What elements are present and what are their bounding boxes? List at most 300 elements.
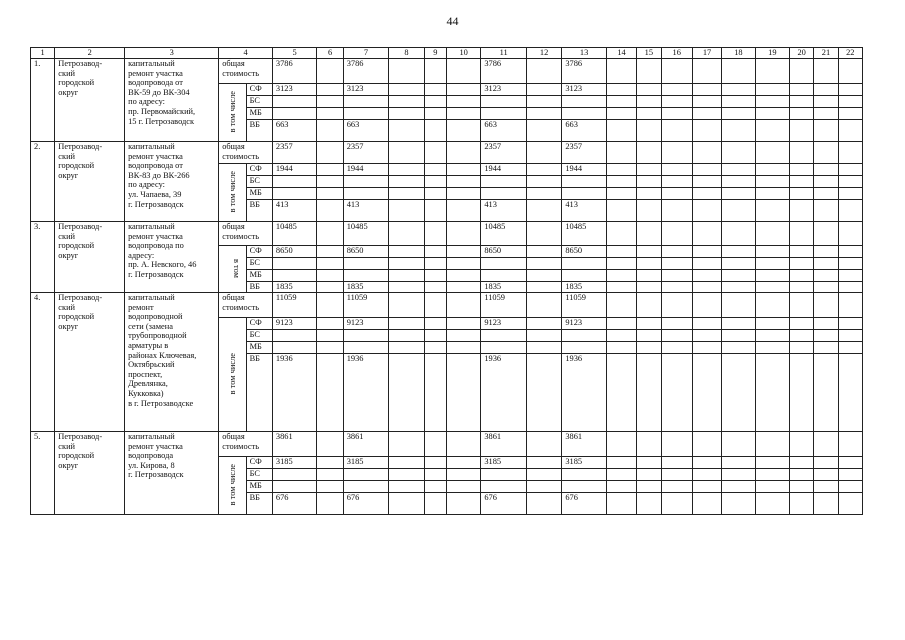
value-cell [814,318,838,330]
value-cell [755,96,789,108]
total-cost-label [219,59,273,84]
value-vb-col5: 1835 [272,282,317,293]
object-line: районах Ключевая, [128,350,197,360]
municipality-line: округ [58,250,79,260]
municipality-line: городской [58,451,95,461]
value-cell [722,246,755,258]
value-cell [446,120,480,142]
value-cell [755,59,789,84]
value-cell [838,342,862,354]
value-cell [526,120,561,142]
value-cell [389,493,424,515]
object-line: ВК-59 до ВК-304 [128,87,190,97]
value-vb-col7: 1936 [343,354,389,432]
value-cell [606,84,636,96]
value-cell [526,222,561,246]
value-cell [389,342,424,354]
value-cell [424,164,446,176]
value-cell [424,246,446,258]
value-total-col11: 3861 [481,432,527,457]
value-cell [661,108,692,120]
value-total-col5: 3786 [272,59,317,84]
table-row [31,293,863,318]
value-cell [790,318,814,330]
value-cell [692,59,721,84]
value-cell [526,188,561,200]
value-cell [637,354,661,432]
value-cell [755,270,789,282]
value-bs-col7 [343,330,389,342]
value-cell [317,222,343,246]
value-cell [661,457,692,469]
table-row [31,59,863,84]
value-cell [446,457,480,469]
value-cell [755,318,789,330]
value-cell [637,222,661,246]
in-that-text: в том числе [227,463,237,505]
object-line: проспект, [128,369,163,379]
object-line: Октябрьский [128,360,175,370]
value-cell [526,457,561,469]
value-cell [526,96,561,108]
value-cell [317,318,343,330]
value-cell [838,481,862,493]
value-vb-col7: 676 [343,493,389,515]
value-cell [526,342,561,354]
object-line: г. Петрозаводск [128,199,184,209]
object-line: 15 г. Петрозаводск [128,116,195,126]
value-cell [389,108,424,120]
value-mb-col5 [272,108,317,120]
header-cell: 2 [55,48,125,59]
header-cell: 14 [606,48,636,59]
value-cell [526,108,561,120]
value-cell [606,330,636,342]
value-total-col13: 3786 [562,59,607,84]
value-cell [790,282,814,293]
value-cell [526,318,561,330]
value-bs-col5 [272,176,317,188]
value-cell [424,200,446,222]
value-bs-col5 [272,258,317,270]
value-cell [755,188,789,200]
source-mb-label: МБ [246,270,272,282]
object-line: водопровода от [128,161,183,171]
value-mb-col5 [272,342,317,354]
municipality-cell [55,222,125,293]
value-cell [722,164,755,176]
object-line: по адресу: [128,180,165,190]
value-cell [661,84,692,96]
municipality-line: городской [58,241,95,251]
value-cell [722,330,755,342]
value-vb-col11: 1835 [481,282,527,293]
page-number: 44 [446,14,459,28]
value-cell [446,59,480,84]
value-cell [838,246,862,258]
value-cell [755,258,789,270]
value-vb-col13: 413 [562,200,607,222]
value-cell [389,246,424,258]
value-cell [606,120,636,142]
value-cell [814,164,838,176]
value-cell [317,142,343,164]
object-line: капитальный [128,222,175,231]
value-cell [424,120,446,142]
value-cell [389,270,424,282]
value-cell [526,469,561,481]
in-that-label [219,318,246,432]
source-bs-label: БС [246,330,272,342]
value-sf-col5: 1944 [272,164,317,176]
value-cell [526,481,561,493]
value-cell [317,481,343,493]
value-vb-col5: 1936 [272,354,317,432]
source-vb-label: ВБ [246,282,272,293]
value-cell [424,84,446,96]
value-cell [446,222,480,246]
value-cell [606,188,636,200]
value-cell [814,457,838,469]
value-cell [692,354,721,432]
value-cell [317,469,343,481]
value-cell [838,330,862,342]
header-row [31,48,863,59]
value-cell [606,200,636,222]
value-cell [838,282,862,293]
value-cell [637,59,661,84]
value-cell [637,318,661,330]
value-cell [692,96,721,108]
value-cell [722,354,755,432]
value-cell [755,354,789,432]
value-cell [661,330,692,342]
value-sf-col13: 9123 [562,318,607,330]
object-cell [125,222,219,293]
value-cell [446,493,480,515]
value-cell [814,84,838,96]
object-line: ул. Чапаева, 39 [128,189,182,199]
value-cell [661,96,692,108]
value-vb-col5: 663 [272,120,317,142]
total-label-line: общая [222,142,245,151]
value-cell [692,432,721,457]
value-cell [389,188,424,200]
value-cell [526,59,561,84]
municipality-line: ский [58,68,76,78]
value-cell [814,142,838,164]
value-cell [838,354,862,432]
value-cell [606,469,636,481]
value-cell [814,432,838,457]
value-cell [526,164,561,176]
value-cell [526,293,561,318]
value-cell [790,164,814,176]
value-cell [526,432,561,457]
value-cell [526,258,561,270]
value-cell [814,246,838,258]
in-that-line: в том [232,258,242,278]
value-cell [389,96,424,108]
value-cell [446,469,480,481]
source-vb-label: ВБ [246,120,272,142]
value-sf-col13: 1944 [562,164,607,176]
total-label-line: стоимость [222,151,260,161]
value-vb-col11: 663 [481,120,527,142]
source-sf-label: СФ [246,318,272,330]
value-vb-col7: 413 [343,200,389,222]
value-cell [755,200,789,222]
value-bs-col13 [562,258,607,270]
value-cell [606,59,636,84]
value-total-col11: 11059 [481,293,527,318]
in-that-text: в том числе [227,170,237,212]
municipality-cell [55,59,125,142]
row-number: 5. [31,432,55,515]
municipality-line: ский [58,302,76,312]
header-cell: 19 [755,48,789,59]
value-cell [606,222,636,246]
value-cell [424,354,446,432]
value-cell [606,493,636,515]
value-cell [692,142,721,164]
value-cell [814,469,838,481]
value-cell [814,59,838,84]
value-cell [790,96,814,108]
value-cell [722,84,755,96]
value-total-col11: 10485 [481,222,527,246]
value-cell [790,330,814,342]
value-total-col7: 10485 [343,222,389,246]
municipality-cell [55,142,125,222]
header-cell: 16 [661,48,692,59]
value-cell [389,282,424,293]
value-cell [606,108,636,120]
value-cell [814,176,838,188]
in-that-line [241,253,246,283]
value-mb-col11 [481,108,527,120]
value-cell [389,432,424,457]
object-line: в г. Петрозаводске [128,398,194,408]
value-mb-col7 [343,481,389,493]
value-sf-col13: 8650 [562,246,607,258]
value-cell [446,293,480,318]
value-sf-col5: 3123 [272,84,317,96]
value-cell [838,120,862,142]
value-cell [755,481,789,493]
value-cell [814,493,838,515]
value-cell [722,318,755,330]
value-cell [637,176,661,188]
value-cell [389,469,424,481]
value-cell [755,246,789,258]
value-cell [790,270,814,282]
value-cell [637,481,661,493]
value-cell [838,142,862,164]
value-total-col13: 3861 [562,432,607,457]
total-label-line: общая [222,293,245,302]
source-mb-label: МБ [246,481,272,493]
total-cost-label [219,222,273,246]
value-cell [661,120,692,142]
value-cell [692,258,721,270]
value-sf-col13: 3185 [562,457,607,469]
value-sf-col5: 8650 [272,246,317,258]
value-cell [755,176,789,188]
object-line: по адресу: [128,97,165,107]
value-sf-col7: 9123 [343,318,389,330]
municipality-line: городской [58,312,95,322]
object-line: арматуры в [128,340,169,350]
value-mb-col13 [562,188,607,200]
value-sf-col5: 9123 [272,318,317,330]
value-cell [722,59,755,84]
value-bs-col11 [481,330,527,342]
source-bs-label: БС [246,96,272,108]
value-cell [692,318,721,330]
value-cell [317,432,343,457]
value-cell [790,246,814,258]
value-total-col5: 3861 [272,432,317,457]
value-cell [389,59,424,84]
value-cell [692,481,721,493]
value-bs-col11 [481,176,527,188]
value-vb-col7: 1835 [343,282,389,293]
value-cell [317,293,343,318]
value-cell [661,432,692,457]
value-cell [446,481,480,493]
object-line: капитальный [128,142,175,151]
value-sf-col7: 3185 [343,457,389,469]
value-cell [692,493,721,515]
value-cell [446,176,480,188]
value-cell [661,493,692,515]
value-cell [790,176,814,188]
value-cell [424,282,446,293]
value-cell [790,293,814,318]
value-cell [661,200,692,222]
value-cell [755,469,789,481]
value-cell [755,432,789,457]
value-cell [424,457,446,469]
value-mb-col11 [481,481,527,493]
in-that-label [219,246,246,293]
object-cell [125,432,219,515]
source-mb-label: МБ [246,188,272,200]
value-cell [692,246,721,258]
municipality-line: ский [58,441,76,451]
in-that-text: в том числе [227,352,237,394]
value-sf-col7: 3123 [343,84,389,96]
object-line: пр. Первомайский, [128,106,196,116]
value-cell [790,342,814,354]
value-vb-col11: 676 [481,493,527,515]
value-cell [637,270,661,282]
value-sf-col7: 8650 [343,246,389,258]
value-bs-col11 [481,96,527,108]
value-cell [692,282,721,293]
value-cell [526,330,561,342]
value-total-col13: 10485 [562,222,607,246]
object-line: ремонт участка [128,441,183,451]
value-bs-col7 [343,96,389,108]
source-vb-label: ВБ [246,200,272,222]
total-label-line: стоимость [222,441,260,451]
value-cell [637,142,661,164]
value-bs-col7 [343,176,389,188]
value-cell [446,258,480,270]
value-cell [446,96,480,108]
value-mb-col7 [343,342,389,354]
value-mb-col7 [343,188,389,200]
value-cell [637,493,661,515]
in-that-text [223,253,241,283]
value-mb-col13 [562,270,607,282]
value-cell [790,258,814,270]
value-cell [692,342,721,354]
value-cell [446,108,480,120]
value-cell [661,142,692,164]
value-cell [692,120,721,142]
value-cell [446,330,480,342]
object-line: капитальный [128,59,175,68]
value-cell [790,142,814,164]
value-vb-col11: 413 [481,200,527,222]
value-cell [838,176,862,188]
value-cell [755,457,789,469]
value-mb-col13 [562,108,607,120]
value-cell [526,493,561,515]
value-cell [790,481,814,493]
value-sf-col5: 3185 [272,457,317,469]
municipality-line: Петрозавод- [58,142,103,151]
municipality-line: городской [58,161,95,171]
value-cell [317,246,343,258]
municipality-line: городской [58,78,95,88]
value-cell [661,258,692,270]
value-total-col13: 11059 [562,293,607,318]
object-line: сети (замена [128,321,173,331]
value-cell [838,469,862,481]
object-line: ремонт [128,302,154,312]
value-total-col11: 3786 [481,59,527,84]
value-cell [790,188,814,200]
value-cell [424,481,446,493]
value-cell [637,164,661,176]
value-cell [424,469,446,481]
value-cell [692,457,721,469]
municipality-line: округ [58,460,79,470]
value-cell [790,59,814,84]
value-cell [606,481,636,493]
value-cell [755,108,789,120]
source-vb-label: ВБ [246,493,272,515]
value-cell [755,142,789,164]
value-cell [755,164,789,176]
total-label-line: общая [222,59,245,68]
value-cell [722,282,755,293]
value-cell [526,84,561,96]
value-cell [790,469,814,481]
value-cell [692,176,721,188]
value-cell [606,246,636,258]
value-cell [661,293,692,318]
value-cell [606,258,636,270]
value-cell [317,200,343,222]
row-number: 2. [31,142,55,222]
value-cell [446,200,480,222]
value-cell [606,432,636,457]
